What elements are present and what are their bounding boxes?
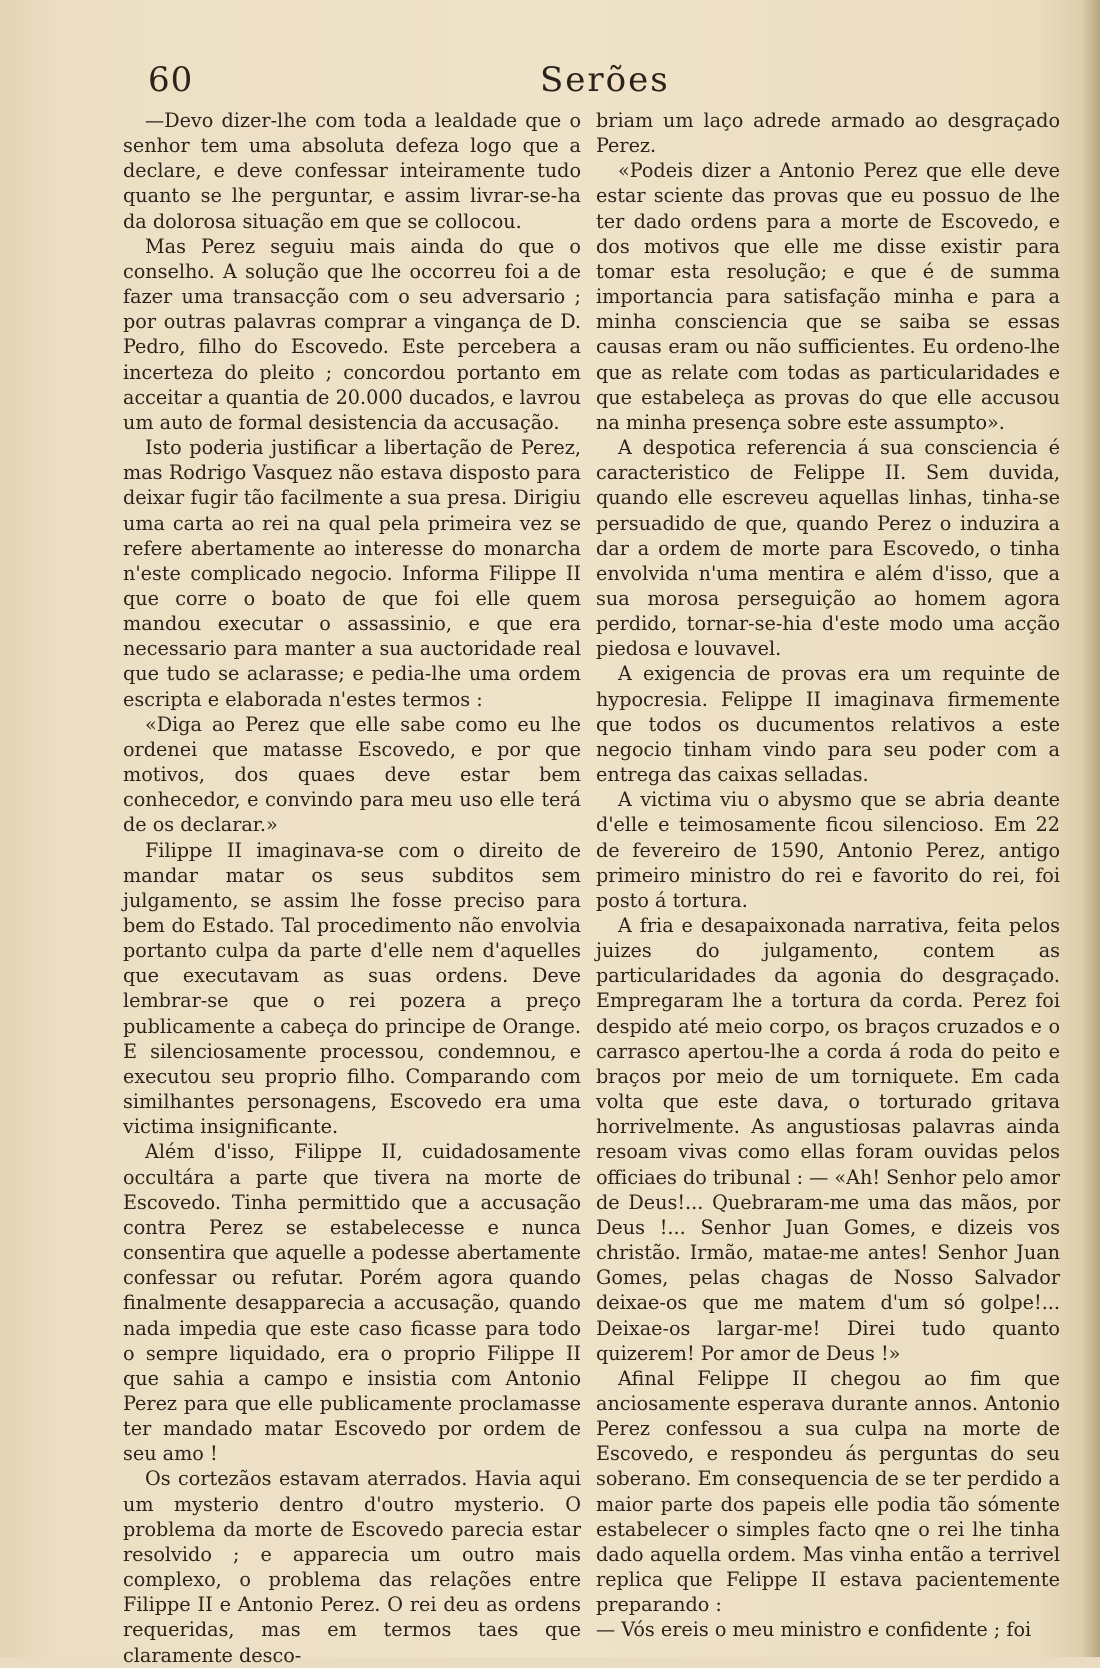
paragraph: Mas Perez seguiu mais ainda do que o conselho. A solução que lhe occorreu foi a de fazer uma transacção com o seu adversario ; por outras palavras comprar a vingança de D. Pedro, filho do Escovedo. Este percebera a incerteza do pleito ; concordou portanto em acceitar a quantia de 20.000 ducados, e lavrou um auto de formal desistencia da accusação. bbox=[123, 234, 581, 434]
paragraph: Os cortezãos estavam aterrados. Havia aqui um mysterio dentro d'outro mysterio. O problema da morte de Escovedo parecia estar resolvido ; e apparecia um outro mais complexo, o problema das relações entre Filippe II e Antonio Perez. O rei deu as ordens requeridas, mas em termos taes que claramente desco- bbox=[123, 1467, 581, 1667]
paragraph-continued: briam um laço adrede armado ao desgraçado Perez. bbox=[596, 109, 1060, 158]
paragraph: Isto poderia justificar a libertação de Perez, mas Rodrigo Vasquez não estava disposto para deixar fugir tão facilmente a sua presa. Dirigiu uma carta ao rei na qual pela primeira vez se refere abertamente ao interesse do monarcha n'este complicado negocio. Informa Filippe II que corre o boato de que foi elle quem mandou executar o assassinio, e que era necessario para manter a sua auctoridade real que tudo se aclarasse; e pedia-lhe uma ordem escripta e elaborada n'estes termos : bbox=[123, 436, 581, 711]
paragraph: Filippe II imaginava-se com o direito de mandar matar os seus subditos sem julgamento, se assim lhe fosse preciso para bem do Estado. Tal procedimento não envolvia portanto culpa da parte d'elle nem d'aquelles que executavam as suas ordens. Deve lembrar-se que o rei pozera a preço publicamente a cabeça do principe de Orange. E silenciosamente processou, condemnou, e executou seu proprio filho. Comparando com similhantes personagens, Escovedo era uma victima insignificante. bbox=[123, 838, 581, 1139]
paragraph: A fria e desapaixonada narrativa, feita pelos juizes do julgamento, contem as particularidades da agonia do desgraçado. Empregaram lhe a tortura da corda. Perez foi despido até meio corpo, os braços cruzados e o carrasco apertou-lhe a corda á roda do peito e braços por meio de um torniquete. Em cada volta que este dava, o torturado gritava horrivelmente. As angustiosas palavras ainda resoam vivas como ellas foram ouvidas pelos officiaes do tribunal : — «Ah! Senhor pelo amor de Deus!... Quebraram-me uma das mãos, por Deus !... Senhor Juan Gomes, e dizeis vos christão. Irmão, matae-me antes! Senhor Juan Gomes, pelas chagas de Nosso Salvador deixae-os que me matem d'um só golpe!... Deixae-os largar-me! Direi tudo quanto quizerem! Por amor de Deus !» bbox=[596, 914, 1061, 1365]
paragraph: A exigencia de provas era um requinte de hypocresia. Felippe II imaginava firmemente que todos os ducumentos relativos a este negocio tinham vindo para seu poder com a entrega das caixas selladas. bbox=[596, 662, 1060, 787]
running-title: Serões bbox=[540, 60, 670, 100]
paragraph: A victima viu o abysmo que se abria deante d'elle e teimosamente ficou silencioso. Em 22 de fevereiro de 1590, Antonio Perez, antigo primeiro ministro do rei e favorito do rei, foi posto á tortura. bbox=[596, 788, 1060, 912]
page-number: 60 bbox=[148, 60, 194, 100]
paragraph: «Diga ao Perez que elle sabe como eu lhe ordenei que matasse Escovedo, e por que motivos, dos quaes deve estar bem conhecedor, e convindo para meu uso elle terá de os declarar.» bbox=[123, 712, 581, 837]
paragraph: «Podeis dizer a Antonio Perez que elle deve estar sciente das provas que eu possuo de lhe ter dado ordens para a morte de Escovedo, e dos motivos que elle me disse existir para tomar esta resolução; e que é de summa importancia para satisfação minha e para a minha consciencia que se saiba se essas causas eram ou não sufficientes. Eu ordeno-lhe que as relate com todas as particularidades e que estabeleça as provas do que elle accusou na minha presença sobre este assumpto». bbox=[596, 159, 1060, 434]
paragraph: Além d'isso, Filippe II, cuidadosamente occultára a parte que tivera na morte de Escovedo. Tinha permittido que a accusação contra Perez se estabelecesse e nunca consentira que aquelle a podesse abertamente confessar ou refutar. Porém agora quando finalmente desapparecia a accusação, quando nada impedia que este caso ficasse para todo o sempre liquidado, era o proprio Filippe II que sahia a campo e insistia com Antonio Perez para que elle publicamente proclamasse ter mandado matar Escovedo por ordem de seu amo ! bbox=[123, 1140, 581, 1466]
paragraph: —Devo dizer-lhe com toda a lealdade que o senhor tem uma absoluta defeza logo que a declare, e deve confessar inteiramente tudo quanto se lhe perguntar, e assim livrar-se-ha da dolorosa situação em que se collocou. bbox=[123, 109, 581, 233]
paragraph: A despotica referencia á sua consciencia é caracteristico de Felippe II. Sem duvida, quando elle escreveu aquellas linhas, tinha-se persuadido de que, quando Perez o induzira a dar a ordem de morte para Escovedo, o tinha envolvida n'uma mentira e além d'isso, que a sua morosa perseguição ao homem agora perdido, tornar-se-hia d'este modo uma acção piedosa e louvavel. bbox=[596, 436, 1060, 661]
right-column bbox=[596, 108, 1060, 1643]
left-column bbox=[123, 108, 581, 1668]
paragraph-continued: — Vós ereis o meu ministro e confidente ; foi bbox=[596, 1618, 1032, 1642]
paragraph: Afinal Felippe II chegou ao fim que anciosamente esperava durante annos. Antonio Perez confessou a sua culpa na morte de Escovedo, e respondeu ás perguntas do seu soberano. Em consequencia de se ter perdido a maior parte dos papeis elle podia tão sómente estabelecer o simples facto qne o rei lhe tinha dado aquella ordem. Mas vinha então a terrivel replica que Felippe II estava pacientemente preparando : bbox=[596, 1366, 1060, 1617]
page-edge-shadow bbox=[1082, 0, 1100, 1657]
